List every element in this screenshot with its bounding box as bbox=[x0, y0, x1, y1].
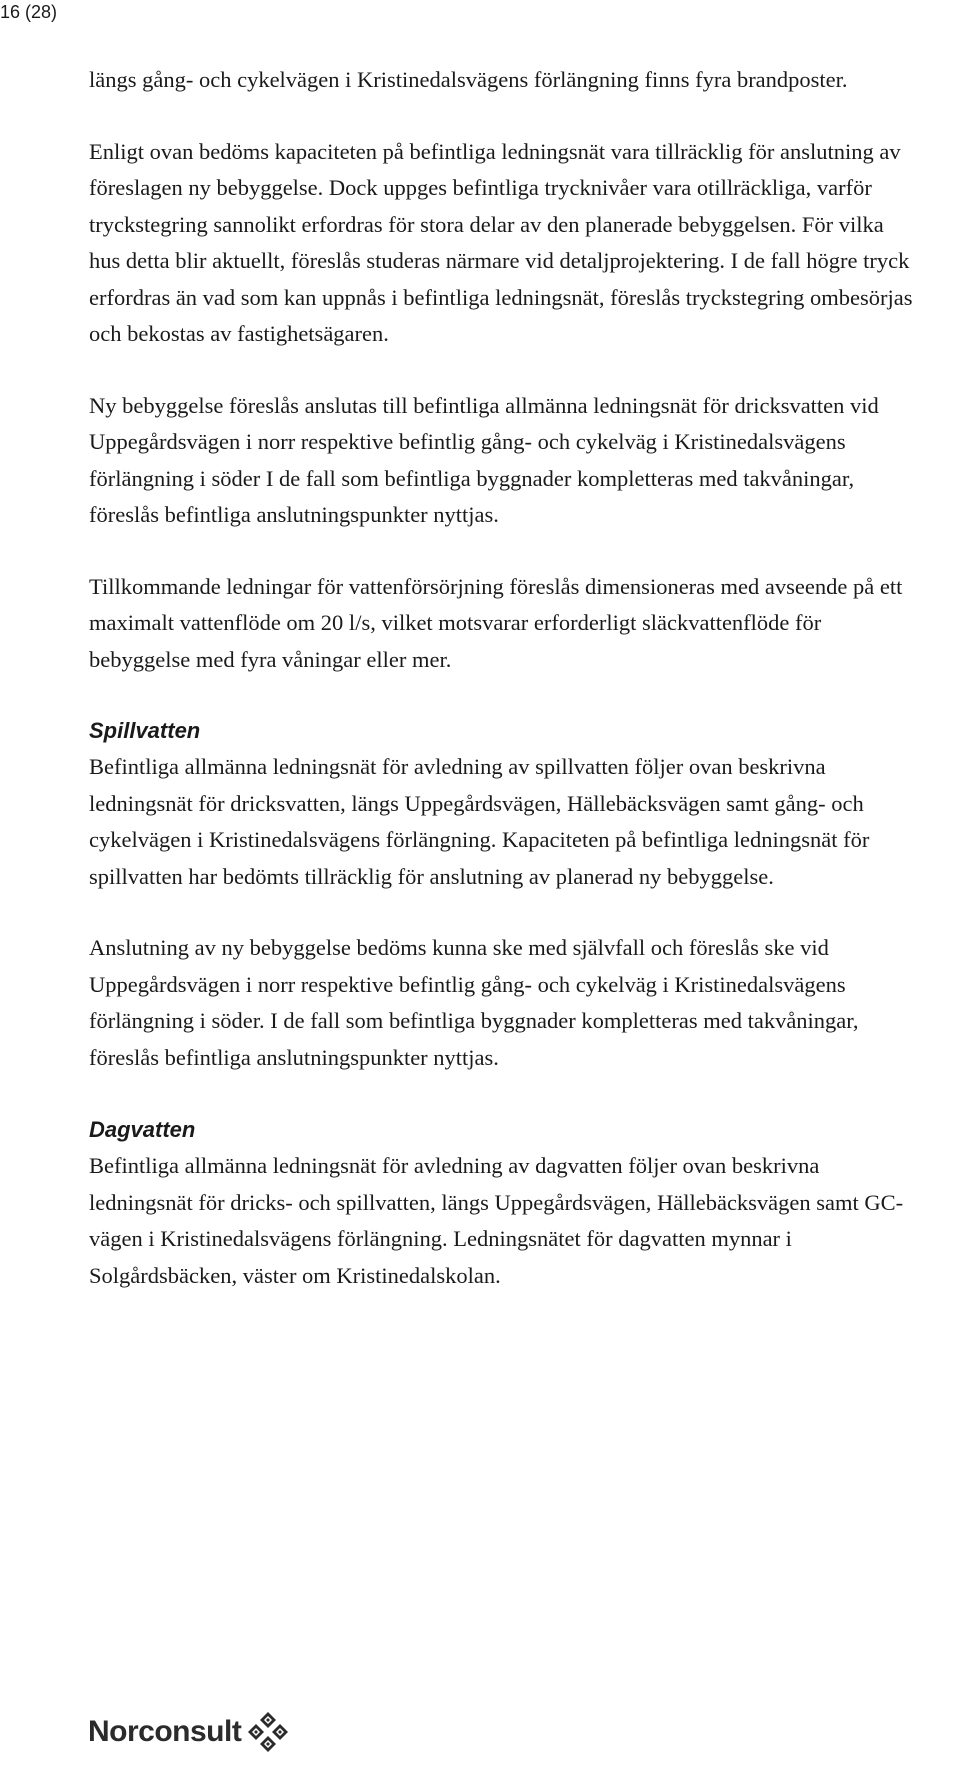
norconsult-diamond-logo-icon bbox=[247, 1711, 289, 1753]
logo-wordmark: Norconsult bbox=[88, 1715, 242, 1748]
norconsult-logo bbox=[88, 1703, 289, 1761]
paragraph-kapacitet: Enligt ovan bedöms kapaciteten på befintliga ledningsnät vara tillräcklig för anslutning av föreslagen ny bebyggelse. Dock uppges befintliga trycknivåer vara otillräckliga, varför tryckstegring sannolikt erfordras för stora delar av den planerade bebyggelsen. För vilka hus detta blir aktuellt, föreslås studeras närmare vid detaljprojektering. I de fall högre tryck erfordras än vad som kan uppnås i befintliga ledningsnät, föreslås tryckstegring ombesörjas och bekostas av fastighetsägaren. bbox=[89, 138, 913, 346]
paragraph-spillvatten-befintliga: Befintliga allmänna ledningsnät för avledning av spillvatten följer ovan beskrivna ledningsnät för dricksvatten, längs Uppegårdsvägen, Hällebäcksvägen samt gång- och cykelvägen i Kristinedalsvägens förlängning. Kapaciteten på befintliga ledningsnät för spillvatten har bedömts tillräcklig för anslutning av planerad ny bebyggelse. bbox=[89, 754, 870, 889]
paragraph-dagvatten-befintliga: Befintliga allmänna ledningsnät för avledning av dagvatten följer ovan beskrivna ledningsnät för dricks- och spillvatten, längs Uppegårdsvägen, Hällebäcksvägen samt GC-vägen i Kristinedalsvägens förlängning. Ledningsnätet för dagvatten mynnar i Solgårdsbäcken, väster om Kristinedalskolan. bbox=[89, 1153, 904, 1288]
paragraph-spillvatten-anslutning: Anslutning av ny bebyggelse bedöms kunna ske med självfall och föreslås ske vid Uppegårdsvägen i norr respektive befintlig gång- och cykelväg i Kristinedalsvägens förlängning i söder. I de fall som befintliga byggnader kompletteras med takvåningar, föreslås befintliga anslutningspunkter nyttjas. bbox=[89, 935, 859, 1070]
paragraph-anslutning-dricksvatten: Ny bebyggelse föreslås anslutas till befintliga allmänna ledningsnät för dricksvatten vid Uppegårdsvägen i norr respektive befintlig gång- och cykelväg i Kristinedalsvägens förlängning i söder I de fall som befintliga byggnader kompletteras med takvåningar, föreslås befintliga anslutningspunkter nyttjas. bbox=[89, 392, 879, 527]
document-body bbox=[89, 62, 919, 1294]
heading-dagvatten: Dagvatten bbox=[89, 1117, 196, 1142]
paragraph-brandposter: längs gång- och cykelvägen i Kristinedalsvägens förlängning finns fyra brandposter. bbox=[89, 67, 848, 92]
paragraph-dimensionering: Tillkommande ledningar för vattenförsörjning föreslås dimensioneras med avseende på ett maximalt vattenflöde om 20 l/s, vilket motsvarar erforderligt släckvattenflöde för bebyggelse med fyra våningar eller mer. bbox=[89, 573, 903, 672]
page-number: 16 (28) bbox=[0, 2, 58, 22]
heading-spillvatten: Spillvatten bbox=[89, 718, 201, 743]
